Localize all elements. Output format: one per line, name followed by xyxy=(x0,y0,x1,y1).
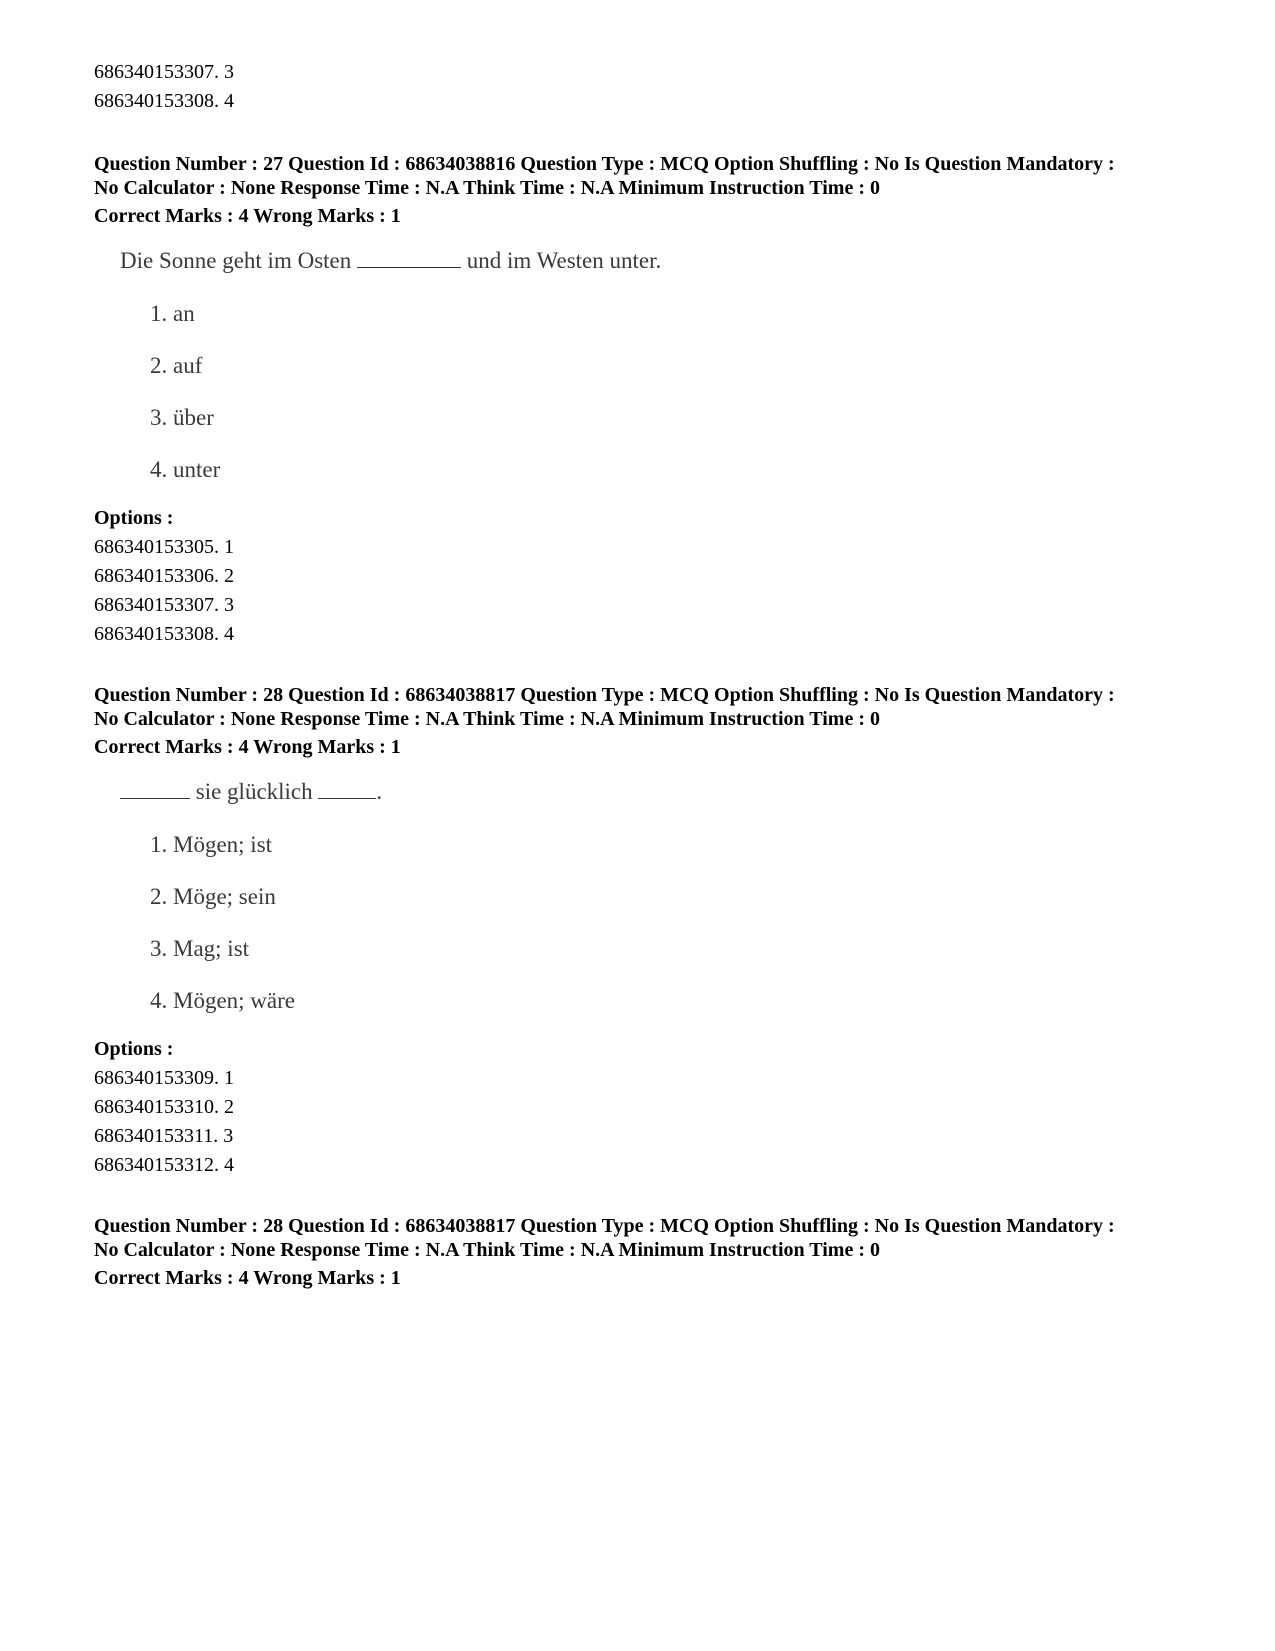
question-text-part: . xyxy=(376,779,383,804)
fill-blank xyxy=(120,778,190,799)
question-header-line-2: No Calculator : None Response Time : N.A Think Time : N.A Minimum Instruction Time : 0 xyxy=(94,1239,880,1261)
choice-item: 2. auf xyxy=(150,353,203,378)
option-item: 686340153311. 3 xyxy=(94,1125,234,1147)
question-text-part: sie glücklich xyxy=(190,779,319,804)
question-header-line-2: No Calculator : None Response Time : N.A Think Time : N.A Minimum Instruction Time : 0 xyxy=(94,708,880,730)
previous-options-list xyxy=(94,58,1204,116)
question-text xyxy=(120,775,1204,809)
choice-item: 1. Mögen; ist xyxy=(150,832,273,857)
question-content xyxy=(120,775,1204,1017)
exam-page xyxy=(94,58,1204,1290)
option-item: 686340153307. 3 xyxy=(94,594,234,616)
options-label: Options : xyxy=(94,507,174,529)
question-text-part: Die Sonne geht im Osten xyxy=(120,248,357,273)
fill-blank xyxy=(318,778,376,799)
question-header xyxy=(94,1214,1204,1262)
options-list xyxy=(94,533,1204,649)
question-block-28 xyxy=(94,683,1204,1180)
option-item: 686340153305. 1 xyxy=(94,536,234,558)
choice-item: 3. über xyxy=(150,405,214,430)
option-item: 686340153306. 2 xyxy=(94,565,234,587)
question-header xyxy=(94,152,1204,200)
marks-info: Correct Marks : 4 Wrong Marks : 1 xyxy=(94,736,401,758)
choice-item: 4. unter xyxy=(150,457,221,482)
question-content xyxy=(120,244,1204,486)
choice-item: 2. Möge; sein xyxy=(150,884,276,909)
option-item: 686340153307. 3 xyxy=(94,61,234,83)
choice-item: 1. an xyxy=(150,301,195,326)
choice-item: 4. Mögen; wäre xyxy=(150,988,295,1013)
question-header xyxy=(94,683,1204,731)
question-header-line-1: Question Number : 28 Question Id : 68634038817 Question Type : MCQ Option Shuffling : No Is Question Mandatory : xyxy=(94,684,1115,706)
question-header-line-1: Question Number : 27 Question Id : 68634038816 Question Type : MCQ Option Shuffling : No Is Question Mandatory : xyxy=(94,153,1115,175)
question-block-27 xyxy=(94,152,1204,649)
question-header-line-1: Question Number : 28 Question Id : 68634038817 Question Type : MCQ Option Shuffling : No Is Question Mandatory : xyxy=(94,1215,1115,1237)
question-text-part: und im Westen unter. xyxy=(461,248,662,273)
options-label: Options : xyxy=(94,1038,174,1060)
option-item: 686340153308. 4 xyxy=(94,623,234,645)
fill-blank xyxy=(357,247,461,268)
question-block-28-repeat xyxy=(94,1214,1204,1290)
question-text xyxy=(120,244,1204,278)
marks-info: Correct Marks : 4 Wrong Marks : 1 xyxy=(94,1267,401,1289)
options-list xyxy=(94,1064,1204,1180)
marks-info: Correct Marks : 4 Wrong Marks : 1 xyxy=(94,205,401,227)
option-item: 686340153312. 4 xyxy=(94,1154,234,1176)
option-item: 686340153310. 2 xyxy=(94,1096,234,1118)
option-item: 686340153309. 1 xyxy=(94,1067,234,1089)
option-item: 686340153308. 4 xyxy=(94,90,234,112)
question-header-line-2: No Calculator : None Response Time : N.A Think Time : N.A Minimum Instruction Time : 0 xyxy=(94,177,880,199)
choice-item: 3. Mag; ist xyxy=(150,936,250,961)
